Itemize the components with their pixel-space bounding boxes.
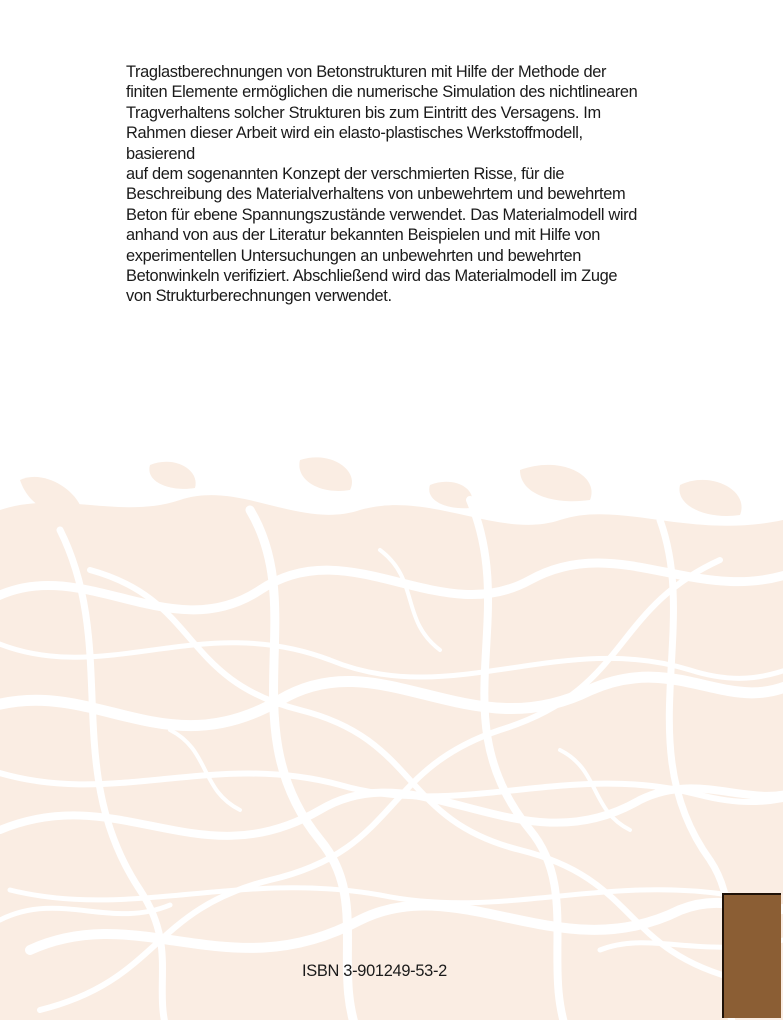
spine-color-block	[722, 893, 781, 1018]
isbn-label: ISBN 3-901249-53-2	[302, 962, 447, 980]
background-texture	[0, 450, 783, 1020]
abstract-text: Traglastberechnungen von Betonstrukturen mit Hilfe der Methode der finiten Elemente ermöglichen die numerische Simulation des nichtlinearen Tragverhaltens solcher Strukturen bis zum Eintritt des Versagens. Im Rahmen dieser Arbeit wird ein elasto-plastisches Werkstoffmodell, basierend auf dem sogenannten Konzept der verschmierten Risse, für die Beschreibung des Materialverhaltens von unbewehrtem und bewehrtem Beton für ebene Spannungszustände verwendet. Das Materialmodell wird anhand von aus der Literatur bekannten Beispielen und mit Hilfe von experimentellen Untersuchungen an unbewehrten und bewehrten Betonwinkeln verifiziert. Abschließend wird das Materialmodell im Zuge von Strukturberechnungen verwendet.	[126, 63, 638, 306]
